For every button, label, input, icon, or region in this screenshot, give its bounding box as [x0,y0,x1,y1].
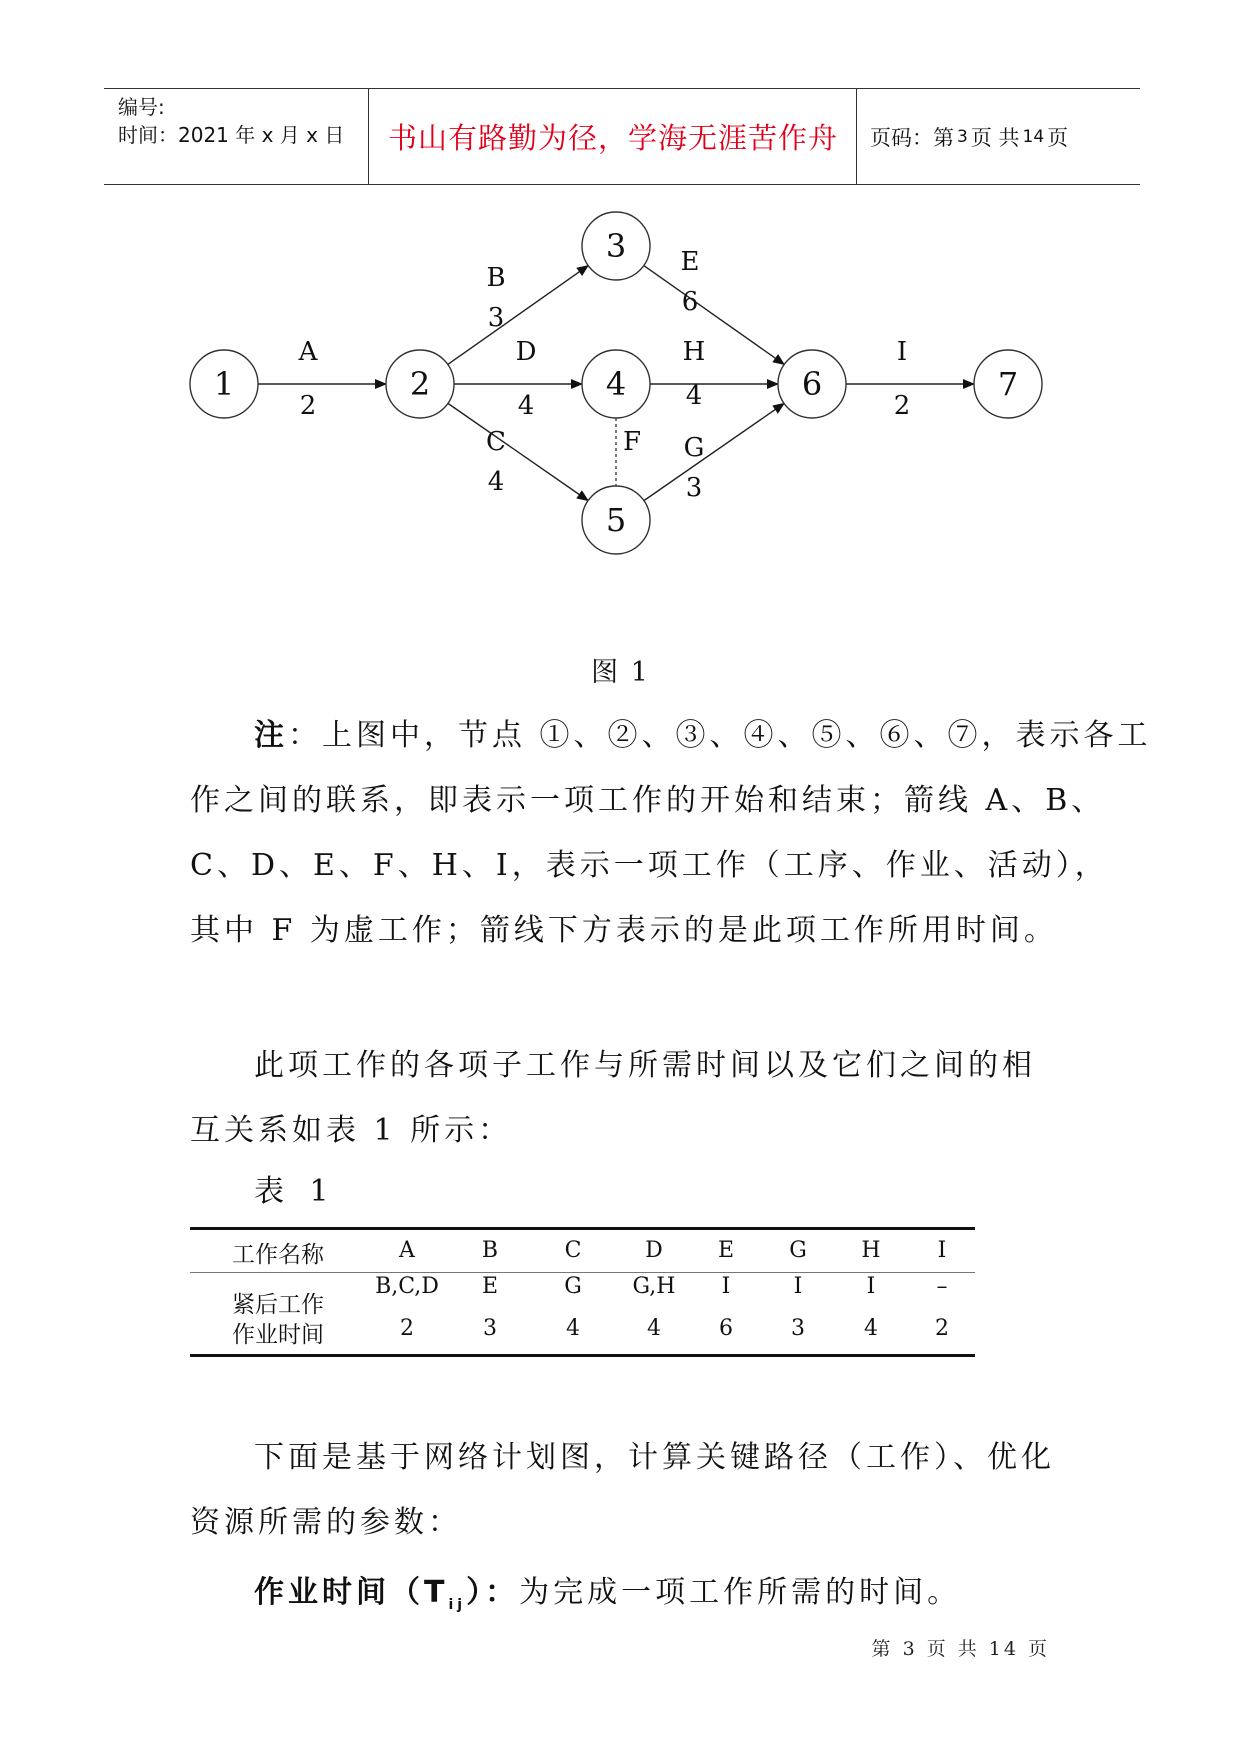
page-footer: 第 3 页 共 14 页 [871,1638,1050,1660]
work-label-F: F [622,427,642,457]
table-cell-duration-H: 4 [864,1316,878,1341]
header-divider [856,89,857,184]
table-cell-name-H: H [861,1238,881,1263]
figure-caption: 图 1 [591,657,650,688]
node-7 [974,350,1042,418]
intro-line-2: 互关系如表 1 所示： [190,1113,513,1148]
definition-term-end: ）： [466,1575,520,1610]
time-label-H: 4 [685,381,703,411]
time-label-B: 3 [487,303,505,333]
node-2 [386,350,454,418]
table-cell-successor-E: I [721,1274,731,1299]
table-cell-name-I: I [937,1238,947,1263]
node-4 [582,350,650,418]
below-line-1: 下面是基于网络计划图，计算关键路径（工作）、优化 [254,1440,1055,1475]
page-suffix: 页 [1047,125,1069,150]
table-successor-label: 紧后工作 [232,1292,324,1318]
table-rule [190,1272,975,1273]
table-cell-name-E: E [717,1238,735,1263]
table-cell-successor-B: E [481,1274,499,1299]
note-text-1: ：上图中，节点 ①、②、③、④、⑤、⑥、⑦，表示各工 [288,718,1152,753]
time-label: 时间：2021 年 x 月 x 日 [118,123,345,147]
table-cell-name-D: D [645,1238,663,1263]
header-motto: 书山有路勤为径，学海无涯苦作舟 [387,121,838,155]
header-meta [118,93,344,149]
table-cell-name-G: G [789,1238,807,1263]
time-label-E: 6 [681,287,699,317]
time-label-D: 4 [517,391,535,421]
note-line-1 [254,710,1152,754]
definition [254,1567,961,1613]
table-cell-duration-A: 2 [400,1316,414,1341]
work-label-H: H [682,337,706,367]
work-label-C: C [486,427,506,457]
definition-text: 为完成一项工作所需的时间。 [519,1575,962,1610]
note-line-2: 作之间的联系，即表示一项工作的开始和结束；箭线 A、B、 [190,783,1106,818]
work-label-D: D [515,337,537,367]
table-cell-name-B: B [481,1238,499,1263]
arrow-G [644,403,784,500]
table-cell-successor-C: G [564,1274,582,1299]
note-label: 注 [254,718,288,753]
table-duration-label: 作业时间 [232,1322,324,1348]
table-cell-duration-G: 3 [791,1316,805,1341]
work-label-B: B [486,263,506,293]
table-cell-successor-G: I [793,1274,803,1299]
page-mid: 页 共 [970,125,1020,150]
node-5 [582,486,650,554]
intro-line-1: 此项工作的各项子工作与所需时间以及它们之间的相 [254,1048,1036,1083]
page-header [104,88,1140,185]
table-cell-name-A: A [399,1238,415,1263]
work-label-E: E [680,247,700,277]
page-current: 3 [957,126,968,147]
table-title: 表 1 [254,1174,337,1209]
node-label-5: 5 [605,501,627,539]
node-label-3: 3 [605,227,627,265]
arrow-E [644,266,784,365]
node-6 [778,350,846,418]
table-cell-successor-H: I [866,1274,876,1299]
time-label-C: 4 [487,467,505,497]
time-label-A: 2 [299,391,317,421]
table-cell-duration-D: 4 [647,1316,661,1341]
work-label-I: I [896,337,908,367]
work-label-A: A [298,337,318,367]
table-cell-duration-C: 4 [566,1316,580,1341]
header-divider [368,89,369,184]
note-line-3: C、D、E、F、H、I，表示一项工作（工序、作业、活动）， [190,848,1109,883]
node-label-1: 1 [213,365,235,403]
node-1 [190,350,258,418]
time-label-G: 3 [685,473,703,503]
table-cell-successor-A: B,C,D [375,1274,439,1299]
table-cell-successor-I: – [936,1274,948,1299]
header-page-number [870,89,1068,184]
table-cell-duration-B: 3 [483,1316,497,1341]
definition-subscript: ij [448,1597,467,1613]
work-label-G: G [683,433,705,463]
node-label-2: 2 [409,365,431,403]
note-line-4: 其中 F 为虚工作；箭线下方表示的是此项工作所用时间。 [190,913,1058,948]
below-line-2: 资源所需的参数： [190,1505,462,1540]
table-cell-successor-D: G,H [632,1274,676,1299]
table-cell-duration-E: 6 [719,1316,733,1341]
node-label-6: 6 [801,365,823,403]
serial-label: 编号: [118,95,165,119]
time-label-I: 2 [893,391,911,421]
page-prefix: 页码：第 [870,125,954,150]
node-3 [582,212,650,280]
node-label-7: 7 [997,365,1019,403]
network-diagram [180,210,1060,590]
table-cell-name-C: C [564,1238,582,1263]
table-cell-duration-I: 2 [935,1316,949,1341]
definition-term: 作业时间（T [254,1575,449,1610]
page-total: 14 [1022,126,1045,147]
table-header-label: 工作名称 [232,1242,324,1268]
work-table [190,1227,975,1357]
node-label-4: 4 [605,365,627,403]
